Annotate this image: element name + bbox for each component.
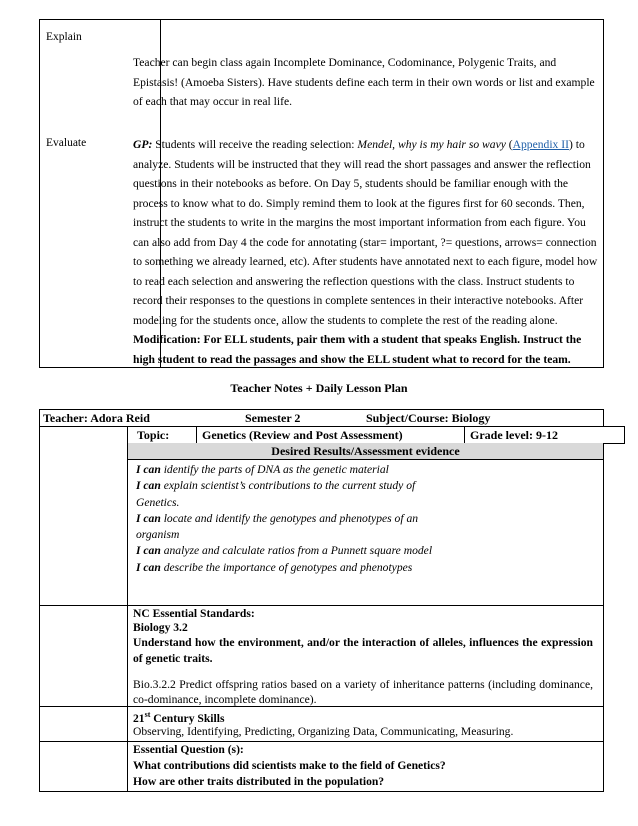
i-can-item	[136, 543, 456, 559]
table-border	[39, 605, 604, 606]
explain-text: Teacher can begin class again Incomplete Dominance, Codominance, Polygenic Traits, and Epistasis! (Amoeba Sisters). Have students define each term in their own words or list and example of each that may occur in real life.	[133, 56, 595, 108]
grade-level: Grade level: 9-12	[470, 428, 558, 442]
i-can-item	[136, 462, 456, 478]
i-can-prefix: I can	[136, 463, 161, 476]
standard-text: Understand how the environment, and/or the interaction of alleles, influences the expression of genetic traits.	[133, 636, 593, 665]
table-border	[127, 426, 128, 792]
i-can-text: locate and identify the genotypes and phenotypes of an organism	[136, 511, 419, 542]
standard-id: Biology 3.2	[133, 621, 188, 634]
i-can-item	[136, 478, 456, 511]
essential-question-heading: Essential Question (s):	[133, 743, 244, 756]
semester: Semester 2	[245, 411, 301, 425]
skills-num: 21	[133, 711, 145, 725]
gp-label: GP:	[133, 138, 153, 151]
table-border	[39, 741, 604, 742]
skills-list: Observing, Identifying, Predicting, Organizing Data, Communicating, Measuring.	[133, 725, 514, 738]
i-can-item	[136, 511, 456, 544]
table-border	[603, 409, 604, 426]
document-title: Teacher Notes + Daily Lesson Plan	[230, 381, 408, 395]
table-border	[39, 409, 40, 426]
table-border	[39, 409, 604, 410]
desired-results-heading: Desired Results/Assessment evidence	[271, 444, 460, 458]
i-can-prefix: I can	[136, 479, 161, 493]
evaluate-label: Evaluate	[46, 137, 87, 149]
topic: Genetics (Review and Post Assessment)	[202, 428, 403, 442]
i-can-text: identify the parts of DNA as the genetic material	[160, 463, 389, 476]
i-can-prefix: I can	[136, 544, 161, 558]
modification-text: Modification: For ELL students, pair them with a student that speaks English. Instruct the high student to read the passages and show the ELL student what to record for the team.	[133, 333, 582, 366]
table-border	[196, 426, 197, 443]
gp-body: ) to analyze. Students will be instructed that they will read the short passages and answer the reflection questions in their notebooks as before. On Day 5, students should be familiar enough with the process to know what to do. Simply remind them to look at the figures first for 60 seconds. Then, instruct the students to write in the margins the most important information from each figure. You can also add from Day 4 the code for annotating (star= important, ?= questions, arrows= connection to something we already learned, etc). After students have annotated next to each figure, model how to read each selection and answering the reflection questions with the class. Instruct students to record their responses to the questions in complete sentences in their interactive notebooks. After modeling for the students once, allow the students to complete the rest of the reading alone.	[133, 138, 598, 327]
table-border	[39, 426, 40, 792]
skills-rest: Century Skills	[150, 711, 225, 725]
table-border	[603, 443, 604, 792]
standards-heading: NC Essential Standards:	[133, 607, 255, 620]
i-can-item	[136, 560, 456, 576]
explain-label: Explain	[46, 31, 82, 43]
essential-question-1: What contributions did scientists make to the field of Genetics?	[133, 759, 446, 772]
skills-sup: st	[144, 710, 151, 719]
skills-heading	[133, 708, 593, 726]
reading-title: Mendel, why is my hair so wavy	[357, 138, 506, 151]
table-border	[464, 426, 465, 443]
essential-question-2: How are other traits distributed in the population?	[133, 775, 385, 788]
i-can-list	[136, 462, 456, 576]
i-can-prefix: I can	[136, 511, 161, 525]
table-border	[39, 791, 604, 792]
topic-label: Topic:	[137, 428, 170, 442]
appendix-link[interactable]: Appendix II	[512, 138, 569, 151]
paren: (	[505, 138, 513, 151]
gp-intro: Students will receive the reading selection:	[152, 138, 358, 151]
subject-course: Subject/Course: Biology	[366, 411, 491, 425]
teacher-name: Teacher: Adora Reid	[43, 411, 150, 425]
i-can-prefix: I can	[136, 560, 161, 574]
activities-table	[39, 19, 604, 368]
table-border	[624, 426, 625, 443]
i-can-text: explain scientist’s contributions to the current study of Genetics.	[136, 479, 416, 509]
i-can-text: describe the importance of genotypes and phenotypes	[160, 560, 413, 574]
i-can-text: analyze and calculate ratios from a Punnett square model	[160, 544, 433, 558]
standard-sub: Bio.3.2.2 Predict offspring ratios based on a variety of inheritance patterns (including dominance, co-dominance, incomplete dominance).	[133, 678, 593, 706]
table-border	[127, 459, 604, 460]
evaluate-text	[133, 135, 599, 369]
